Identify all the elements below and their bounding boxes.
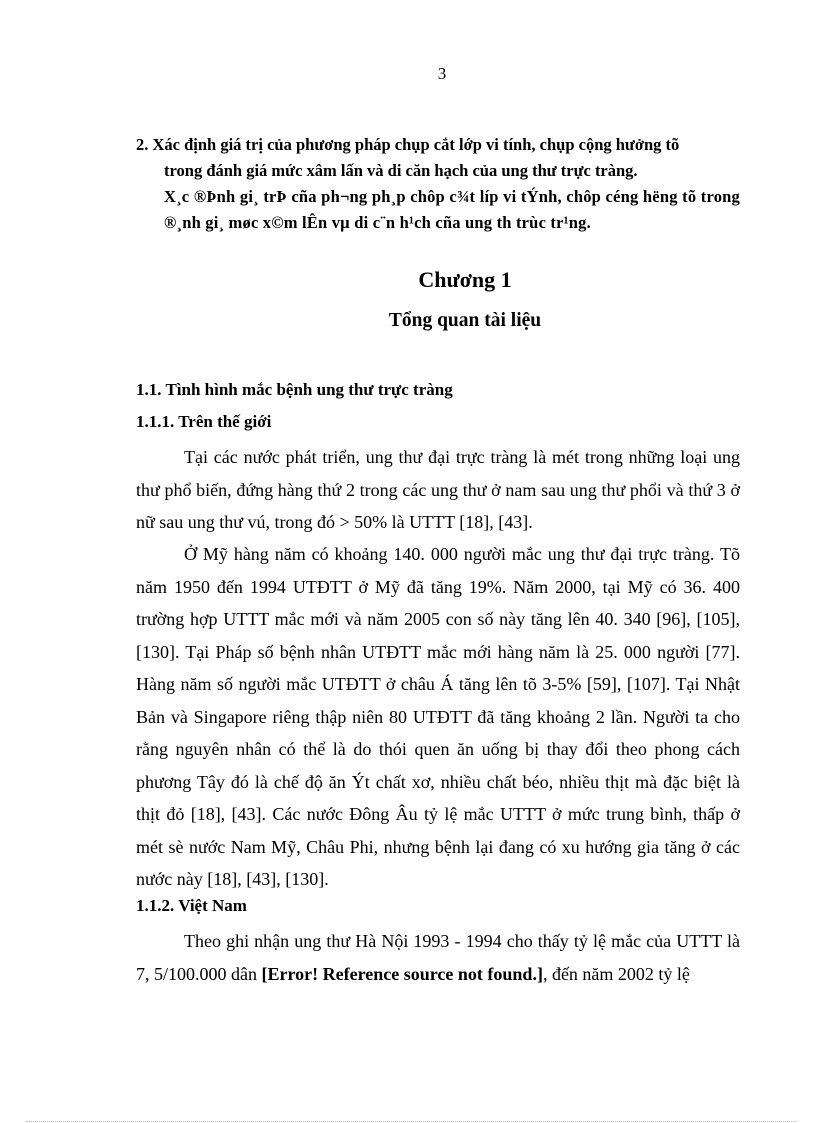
objective-line-1: 2. Xác định giá trị của phương pháp chụp cắt lớp vi tính, chụp cộng hưởng tõ [136,135,680,154]
page-number: 3 [437,64,447,83]
paragraph-vietnam-1 [136,925,740,990]
section-heading-1-1-1: 1.1.1. Trên thế giới [136,412,272,431]
research-objective-2 [136,132,740,236]
objective-line-2: trong đánh giá mức xâm lấn và di căn hạch của ung thư trực tràng. [164,161,638,180]
paragraph-world-1: Tại các nước phát triển, ung thư đại trực tràng là mét trong những loại ung thư phổ biến, đứng hàng thứ 2 trong các ung thư ở nam sau ung thư phổi và thứ 3 ở nữ sau ung thư vú, trong đó > 50% là UTTT [18], [43]. [136,447,740,532]
section-heading-1-1: 1.1. Tình hình mắc bệnh ung thư trực tràng [136,380,453,399]
paragraph-vietnam-text-a: Theo ghi nhận ung thư Hà Nội 1993 - 1994 cho thấy tỷ lệ mắc của UTTT là 7, 5/100.000 dân [136,931,740,984]
chapter-subtitle: Tổng quan tài liệu [388,310,542,331]
chapter-title: Chương 1 [418,267,512,292]
reference-error: [Error! Reference source not found.] [261,963,543,984]
paragraph-world-2: Ở Mỹ hàng năm có khoảng 140. 000 người mắc ung thư đại trực tràng. Tõ năm 1950 đến 1994 UTĐTT ở Mỹ đã tăng 19%. Năm 2000, tại Mỹ có 36. 400 trường hợp UTTT mắc mới và năm 2005 con số này tăng lên 40. 340 [96], [105], [130]. Tại Pháp số bệnh nhân UTĐTT mắc mới hàng năm là 25. 000 người [77]. Hàng năm số người mắc UTĐTT ở châu Á tăng lên tõ 3-5% [59], [107]. Tại Nhật Bản và Singapore riêng thập niên 80 UTĐTT đã tăng khoảng 2 lần. Người ta cho rằng nguyên nhân có thể là do thói quen ăn uống bị thay đổi theo phong cách phương Tây đó là chế độ ăn Ýt chất xơ, nhiều chất béo, nhiều thịt mà đặc biệt là thịt đỏ [18], [43]. Các nước Đông Âu tỷ lệ mắc UTTT ở mức trung bình, thấp ở mét sè nước Nam Mỹ, Châu Phi, nhưng bệnh lại đang có xu hướng gia tăng ở các nước này [18], [43], [130]. [136,544,740,889]
paragraph-vietnam-text-b: , đến năm 2002 tỷ lệ [542,963,690,984]
objective-garbled-text: X¸c ®Þnh gi¸ trÞ cña ph¬ng ph¸p chôp c¾t líp vi tÝnh, chôp céng hëng tõ trong ®¸nh gi¸ møc x©m lÊn vµ di c¨n h¹ch cña ung th trùc tr¹ng. [164,187,740,232]
page-bottom-divider [26,1121,796,1122]
section-heading-1-1-2: 1.1.2. Việt Nam [136,896,247,915]
